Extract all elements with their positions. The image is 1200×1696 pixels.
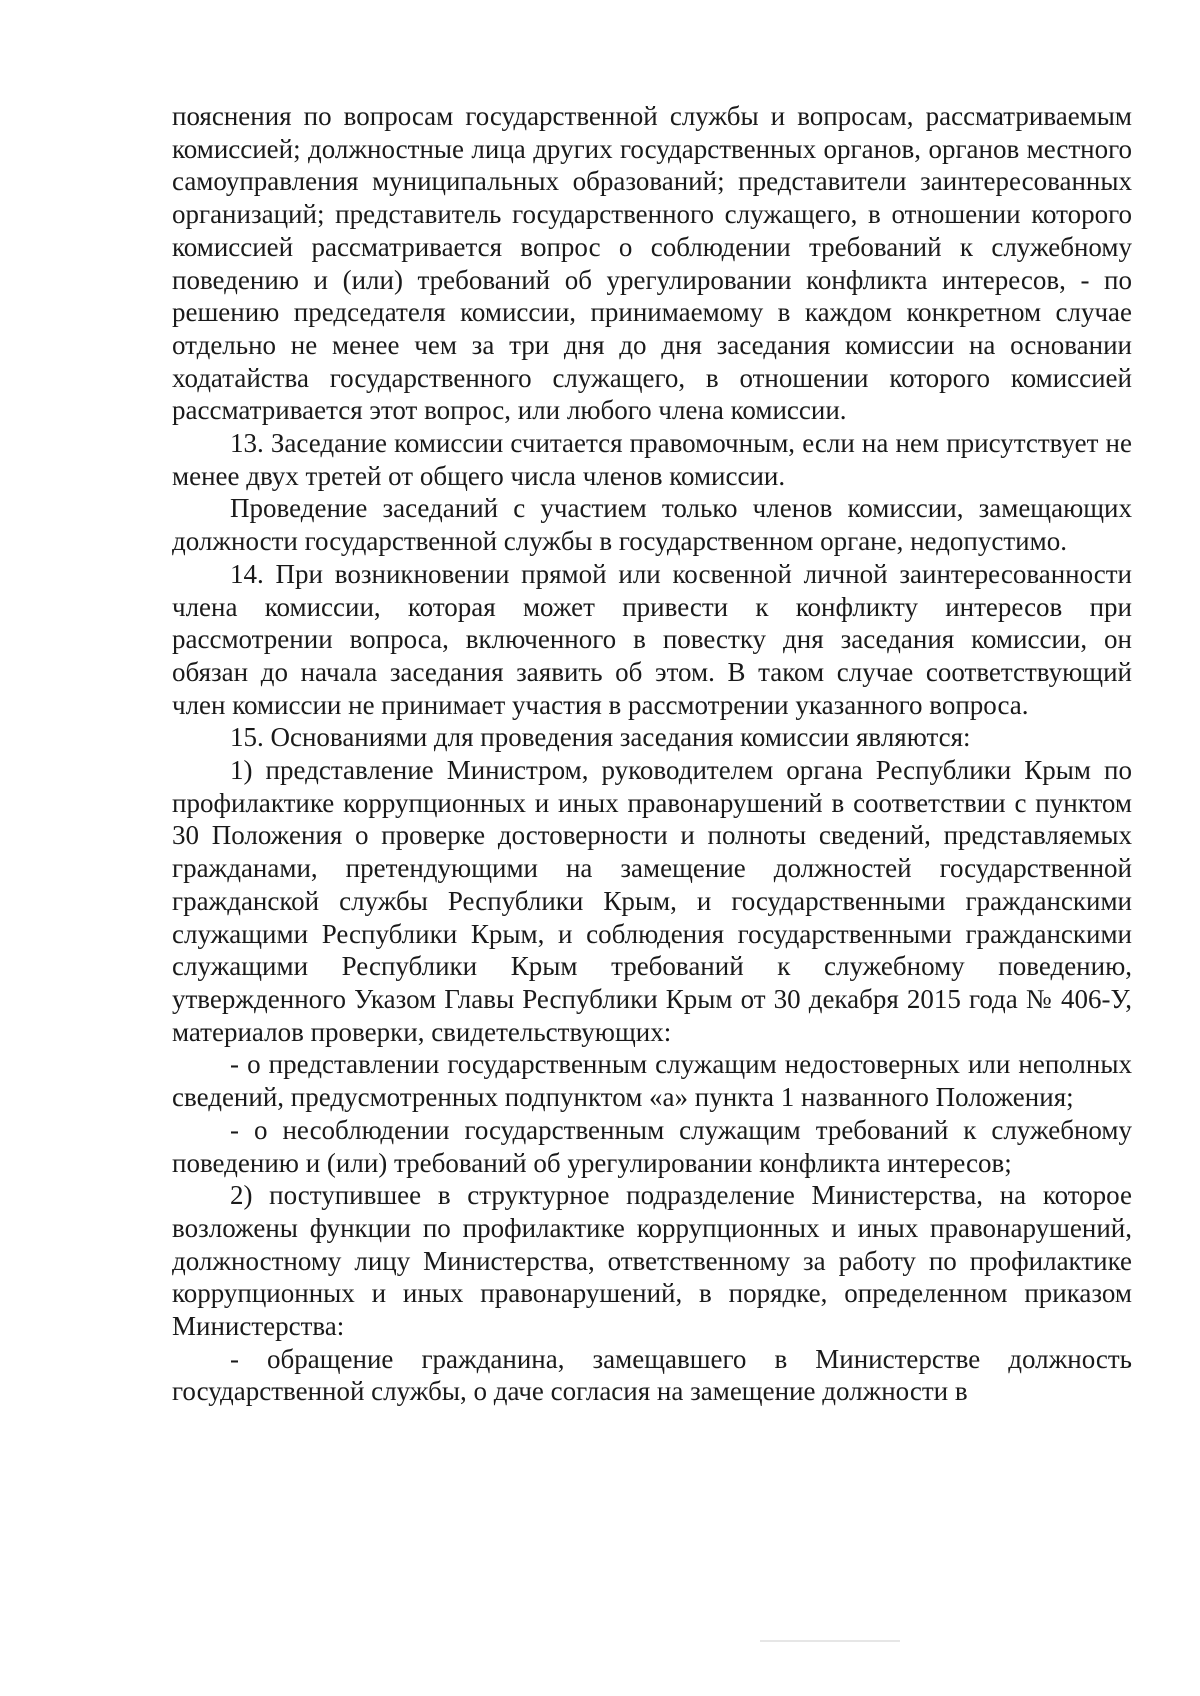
paragraph-bullet-noncompliance: - о несоблюдении государственным служащим требований к служебному поведению и (или) требований об урегулировании конфликта интересов;: [172, 1114, 1132, 1178]
paragraph-meeting-restriction: Проведение заседаний с участием только членов комиссии, замещающих должности государственной службы в государственном органе, недопустимо.: [172, 493, 1132, 557]
paragraph-continuation: пояснения по вопросам государственной службы и вопросам, рассматриваемым комиссией; должностные лица других государственных органов, органов местного самоуправления муниципальных образований; представители заинтересованных организаций; представитель государственного служащего, в отношении которого комиссией рассматривается вопрос о соблюдении требований к служебному поведению и (или) требований об урегулировании конфликта интересов, - по решению председателя комиссии, принимаемому в каждом конкретном случае отдельно не менее чем за три дня до дня заседания комиссии на основании ходатайства государственного служащего, в отношении которого комиссией рассматривается этот вопрос, или любого члена комиссии.: [172, 101, 1132, 426]
paragraph-item-13: 13. Заседание комиссии считается правомочным, если на нем присутствует не менее двух третей от общего числа членов комиссии.: [172, 428, 1132, 491]
paragraph-bullet-appeal: - обращение гражданина, замещавшего в Министерстве должность государственной службы, о даче согласия на замещение должности в: [172, 1343, 1132, 1407]
scan-artifact-line: [760, 1640, 900, 1642]
paragraph-item-15: 15. Основаниями для проведения заседания комиссии являются:: [230, 722, 971, 753]
paragraph-bullet-false-info: - о представлении государственным служащим недостоверных или неполных сведений, предусмотренных подпунктом «а» пункта 1 названного Положения;: [172, 1049, 1132, 1113]
paragraph-subitem-1: 1) представление Министром, руководителем органа Республики Крым по профилактике коррупционных и иных правонарушений в соответствии с пунктом 30 Положения о проверке достоверности и полноты сведений, представляемых гражданами, претендующими на замещение должностей государственной гражданской службы Республики Крым, и государственными гражданскими служащими Республики Крым, и соблюдения государственными гражданскими служащими Республики Крым требований к служебному поведению, утвержденного Указом Главы Республики Крым от 30 декабря 2015 года № 406-У, материалов проверки, свидетельствующих:: [172, 755, 1132, 1047]
paragraph-subitem-2: 2) поступившее в структурное подразделение Министерства, на которое возложены функции по профилактике коррупционных и иных правонарушений, должностному лицу Министерства, ответственному за работу по профилактике коррупционных и иных правонарушений, в порядке, определенном приказом Министерства:: [172, 1180, 1132, 1342]
document-body: [172, 100, 1132, 1408]
paragraph-item-14: 14. При возникновении прямой или косвенной личной заинтересованности члена комиссии, которая может привести к конфликту интересов при рассмотрении вопроса, включенного в повестку дня заседания комиссии, он обязан до начала заседания заявить об этом. В таком случае соответствующий член комиссии не принимает участия в рассмотрении указанного вопроса.: [172, 558, 1132, 720]
